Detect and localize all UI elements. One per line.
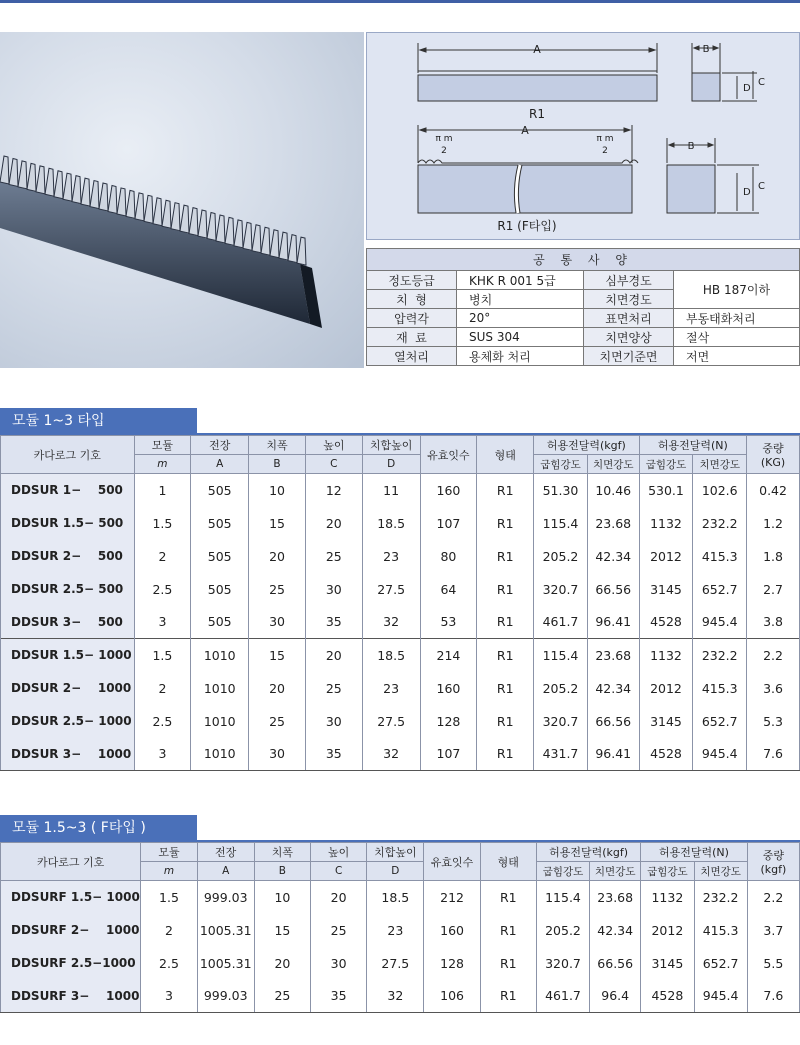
cell-b: 25	[249, 573, 306, 606]
cell-t: R1	[477, 639, 534, 672]
cell-t: R1	[480, 947, 536, 980]
spec-key: 정도등급	[367, 271, 457, 290]
spec-key: 치 형	[367, 290, 457, 309]
cell-c: 35	[305, 606, 362, 639]
header-length: 전장	[197, 843, 254, 862]
section-tab-f-type: 모듈 1.5~3 ( F타입 )	[0, 815, 197, 841]
cell-c: 30	[305, 573, 362, 606]
cell-sn: 652.7	[693, 705, 747, 738]
cell-m: 1.5	[134, 639, 191, 672]
cell-sn: 652.7	[694, 947, 747, 980]
header-teeth: 유효잇수	[420, 436, 477, 474]
catalog-code: DDSUR 2.5− 1000	[1, 705, 135, 738]
cell-a: 505	[191, 540, 249, 573]
cell-sn: 652.7	[693, 573, 747, 606]
cell-b: 15	[249, 639, 306, 672]
spec-value: 병치	[457, 290, 584, 309]
cell-bn: 2012	[641, 914, 694, 947]
cell-sk: 66.56	[587, 705, 639, 738]
cell-z: 212	[424, 881, 480, 914]
header-surface-n: 치면강도	[693, 455, 747, 474]
header-tooth-height: 치합높이	[367, 843, 424, 862]
cell-a: 505	[191, 507, 249, 540]
cell-bk: 205.2	[534, 540, 588, 573]
cell-t: R1	[477, 606, 534, 639]
catalog-code: DDSUR 2− 1000	[1, 672, 135, 705]
header-m: m	[141, 862, 197, 881]
dim-c-label: C	[758, 77, 765, 88]
catalog-code: DDSUR 3− 1000	[1, 738, 135, 771]
cell-d: 18.5	[362, 639, 420, 672]
table-row	[1, 881, 800, 914]
two-right-label: 2	[602, 146, 608, 156]
header-surface-n: 치면강도	[694, 862, 747, 881]
cell-b: 25	[254, 980, 310, 1013]
cell-a: 1010	[191, 705, 249, 738]
cell-w: 3.8	[747, 606, 800, 639]
cell-w: 3.7	[747, 914, 799, 947]
cell-bk: 115.4	[534, 507, 588, 540]
cell-a: 999.03	[197, 980, 254, 1013]
table-row	[1, 738, 800, 771]
cell-m: 2.5	[134, 573, 191, 606]
f-type-table	[0, 842, 800, 1013]
spec-value: 용체화 처리	[457, 347, 584, 366]
table-row	[1, 507, 800, 540]
cell-m: 2.5	[141, 947, 197, 980]
spec-key: 압력각	[367, 309, 457, 328]
section-tab-module-1-3: 모듈 1~3 타입	[0, 408, 197, 434]
spec-key: 표면처리	[584, 309, 674, 328]
cell-m: 2	[134, 540, 191, 573]
cell-a: 1010	[191, 672, 249, 705]
cell-a: 1010	[191, 738, 249, 771]
dim-a-f-label: A	[521, 124, 529, 137]
header-bend-n: 굽힘강도	[639, 455, 693, 474]
cell-b: 20	[249, 540, 306, 573]
cell-bn: 4528	[639, 606, 693, 639]
cell-m: 1	[134, 474, 191, 507]
cell-t: R1	[477, 705, 534, 738]
cell-sn: 102.6	[693, 474, 747, 507]
header-d: D	[362, 455, 420, 474]
cell-bk: 51.30	[534, 474, 588, 507]
cell-a: 1010	[191, 639, 249, 672]
header-allow-kgf: 허용전달력(kgf)	[534, 436, 639, 455]
spec-key: 치면경도	[584, 290, 674, 309]
cell-w: 1.2	[747, 507, 800, 540]
cell-z: 107	[420, 507, 477, 540]
cell-d: 18.5	[362, 507, 420, 540]
cell-d: 23	[367, 914, 424, 947]
header-allow-n: 허용전달력(N)	[641, 843, 747, 862]
cell-w: 1.8	[747, 540, 800, 573]
cell-sk: 23.68	[587, 507, 639, 540]
header-catalog: 카다로그 기호	[1, 843, 141, 881]
cell-t: R1	[477, 474, 534, 507]
cell-sk: 10.46	[587, 474, 639, 507]
cell-c: 30	[311, 947, 367, 980]
cell-c: 20	[305, 639, 362, 672]
cell-c: 25	[305, 540, 362, 573]
dimension-drawing	[366, 32, 800, 240]
caption-r1: R1	[529, 107, 545, 121]
header-module: 모듈	[141, 843, 197, 862]
two-left-label: 2	[441, 146, 447, 156]
cell-sk: 96.41	[587, 738, 639, 771]
cell-t: R1	[480, 914, 536, 947]
catalog-code: DDSUR 3− 500	[1, 606, 135, 639]
common-spec-table	[366, 248, 800, 366]
spec-value: 절삭	[674, 328, 800, 347]
cell-a: 999.03	[197, 881, 254, 914]
cell-z: 106	[424, 980, 480, 1013]
cell-c: 30	[305, 705, 362, 738]
cell-d: 32	[362, 606, 420, 639]
header-height: 높이	[305, 436, 362, 455]
dim-d-label: D	[743, 83, 751, 94]
cell-w: 7.6	[747, 738, 800, 771]
cell-w: 3.6	[747, 672, 800, 705]
cell-z: 128	[424, 947, 480, 980]
cell-bk: 320.7	[534, 573, 588, 606]
gear-rack-illustration	[0, 32, 364, 368]
cell-b: 15	[249, 507, 306, 540]
pi-m-left-label: π m	[435, 134, 453, 144]
header-m: m	[134, 455, 191, 474]
cell-t: R1	[480, 980, 536, 1013]
cell-bk: 115.4	[536, 881, 589, 914]
header-length: 전장	[191, 436, 249, 455]
cell-bk: 205.2	[534, 672, 588, 705]
cell-m: 2.5	[134, 705, 191, 738]
cell-m: 2	[141, 914, 197, 947]
header-bend-kgf: 굽힘강도	[534, 455, 588, 474]
cell-bn: 3145	[639, 573, 693, 606]
cell-bk: 320.7	[536, 947, 589, 980]
catalog-code: DDSURF 2− 1000	[1, 914, 141, 947]
caption-r1f: R1 (F타입)	[497, 219, 557, 233]
top-rule	[0, 0, 800, 3]
dim-d-f-label: D	[743, 187, 751, 198]
header-shape: 형태	[477, 436, 534, 474]
cell-d: 27.5	[362, 573, 420, 606]
spec-value: SUS 304	[457, 328, 584, 347]
header-c: C	[311, 862, 367, 881]
header-surface-kgf: 치면강도	[587, 455, 639, 474]
cell-c: 35	[311, 980, 367, 1013]
header-allow-n: 허용전달력(N)	[639, 436, 747, 455]
cell-w: 0.42	[747, 474, 800, 507]
catalog-code: DDSUR 1.5− 1000	[1, 639, 135, 672]
cell-c: 20	[305, 507, 362, 540]
cell-m: 3	[134, 738, 191, 771]
table-row	[1, 606, 800, 639]
cell-m: 3	[134, 606, 191, 639]
cell-sk: 23.68	[590, 881, 641, 914]
cell-sk: 42.34	[590, 914, 641, 947]
table-row	[1, 573, 800, 606]
cell-sn: 945.4	[694, 980, 747, 1013]
cell-c: 35	[305, 738, 362, 771]
cell-z: 107	[420, 738, 477, 771]
cell-t: R1	[477, 507, 534, 540]
cell-bn: 3145	[639, 705, 693, 738]
cell-d: 32	[367, 980, 424, 1013]
table-row	[1, 474, 800, 507]
cell-sn: 945.4	[693, 606, 747, 639]
cell-b: 10	[249, 474, 306, 507]
cell-sk: 66.56	[590, 947, 641, 980]
cell-bk: 205.2	[536, 914, 589, 947]
catalog-code: DDSUR 2.5− 500	[1, 573, 135, 606]
cell-b: 20	[254, 947, 310, 980]
header-a: A	[197, 862, 254, 881]
catalog-code: DDSURF 2.5−1000	[1, 947, 141, 980]
cell-bk: 115.4	[534, 639, 588, 672]
header-height: 높이	[311, 843, 367, 862]
cell-w: 7.6	[747, 980, 799, 1013]
spec-value: HB 187이하	[674, 271, 800, 309]
header-face-width: 치폭	[249, 436, 306, 455]
cell-a: 505	[191, 474, 249, 507]
cell-z: 53	[420, 606, 477, 639]
cell-w: 2.2	[747, 639, 800, 672]
header-b: B	[249, 455, 306, 474]
catalog-code: DDSURF 1.5− 1000	[1, 881, 141, 914]
header-face-width: 치폭	[254, 843, 310, 862]
catalog-code: DDSURF 3− 1000	[1, 980, 141, 1013]
cell-z: 160	[424, 914, 480, 947]
cell-m: 1.5	[141, 881, 197, 914]
table-row	[1, 980, 800, 1013]
cell-m: 3	[141, 980, 197, 1013]
table-row	[1, 705, 800, 738]
cell-d: 18.5	[367, 881, 424, 914]
header-module: 모듈	[134, 436, 191, 455]
cell-bn: 2012	[639, 672, 693, 705]
cell-sk: 96.41	[587, 606, 639, 639]
cell-bn: 1132	[639, 507, 693, 540]
cell-a: 505	[191, 606, 249, 639]
cell-bn: 1132	[639, 639, 693, 672]
header-tooth-height: 치합높이	[362, 436, 420, 455]
cell-c: 20	[311, 881, 367, 914]
cell-c: 12	[305, 474, 362, 507]
cell-c: 25	[311, 914, 367, 947]
cell-w: 2.7	[747, 573, 800, 606]
table-row	[1, 914, 800, 947]
cell-sk: 42.34	[587, 540, 639, 573]
cell-sn: 232.2	[693, 639, 747, 672]
header-a: A	[191, 455, 249, 474]
dim-b-f-label: B	[687, 141, 695, 152]
cell-bk: 461.7	[536, 980, 589, 1013]
cell-bn: 4528	[641, 980, 694, 1013]
spec-value: KHK R 001 5급	[457, 271, 584, 290]
header-teeth: 유효잇수	[424, 843, 480, 881]
dim-c-f-label: C	[758, 181, 765, 192]
cell-z: 160	[420, 672, 477, 705]
dim-b-label: B	[702, 44, 710, 55]
cell-a: 1005.31	[197, 947, 254, 980]
cell-d: 23	[362, 672, 420, 705]
spec-title: 공 통 사 양	[367, 249, 800, 271]
cell-sk: 66.56	[587, 573, 639, 606]
cell-sn: 415.3	[693, 540, 747, 573]
cell-b: 30	[249, 738, 306, 771]
cell-sk: 42.34	[587, 672, 639, 705]
pi-m-right-label: π m	[596, 134, 614, 144]
cell-bn: 2012	[639, 540, 693, 573]
spec-key: 재 료	[367, 328, 457, 347]
cell-bk: 320.7	[534, 705, 588, 738]
cell-t: R1	[477, 672, 534, 705]
catalog-code: DDSUR 1− 500	[1, 474, 135, 507]
header-b: B	[254, 862, 310, 881]
spec-key: 열처리	[367, 347, 457, 366]
header-c: C	[305, 455, 362, 474]
spec-value: 20°	[457, 309, 584, 328]
cell-t: R1	[480, 881, 536, 914]
cell-w: 2.2	[747, 881, 799, 914]
cell-bk: 461.7	[534, 606, 588, 639]
cell-sn: 232.2	[693, 507, 747, 540]
cell-d: 32	[362, 738, 420, 771]
cell-t: R1	[477, 573, 534, 606]
cell-a: 1005.31	[197, 914, 254, 947]
cell-d: 23	[362, 540, 420, 573]
cell-z: 214	[420, 639, 477, 672]
cell-m: 2	[134, 672, 191, 705]
table-row	[1, 639, 800, 672]
header-d: D	[367, 862, 424, 881]
cell-w: 5.3	[747, 705, 800, 738]
header-shape: 형태	[480, 843, 536, 881]
cell-z: 80	[420, 540, 477, 573]
cell-b: 20	[249, 672, 306, 705]
cell-m: 1.5	[134, 507, 191, 540]
spec-value: 저면	[674, 347, 800, 366]
header-bend-kgf: 굽힘강도	[536, 862, 589, 881]
cell-z: 128	[420, 705, 477, 738]
catalog-code: DDSUR 1.5− 500	[1, 507, 135, 540]
table-row	[1, 672, 800, 705]
table-row	[1, 540, 800, 573]
module-1-3-table	[0, 435, 800, 771]
header-bend-n: 굽힘강도	[641, 862, 694, 881]
cell-c: 25	[305, 672, 362, 705]
cell-b: 25	[249, 705, 306, 738]
spec-value: 부동태화처리	[674, 309, 800, 328]
cell-d: 27.5	[367, 947, 424, 980]
header-catalog: 카다로그 기호	[1, 436, 135, 474]
cell-t: R1	[477, 738, 534, 771]
cell-d: 11	[362, 474, 420, 507]
spec-key: 치면기준면	[584, 347, 674, 366]
header-allow-kgf: 허용전달력(kgf)	[536, 843, 640, 862]
cell-sn: 945.4	[693, 738, 747, 771]
catalog-code: DDSUR 2− 500	[1, 540, 135, 573]
header-weight: 중량 (kgf)	[747, 843, 799, 881]
cell-bn: 4528	[639, 738, 693, 771]
cell-bk: 431.7	[534, 738, 588, 771]
cell-z: 64	[420, 573, 477, 606]
cell-b: 30	[249, 606, 306, 639]
cell-b: 15	[254, 914, 310, 947]
cell-sn: 232.2	[694, 881, 747, 914]
cell-sn: 415.3	[694, 914, 747, 947]
cell-bn: 3145	[641, 947, 694, 980]
product-photo	[0, 32, 364, 368]
table-row	[1, 947, 800, 980]
cell-sk: 23.68	[587, 639, 639, 672]
cell-d: 27.5	[362, 705, 420, 738]
cell-w: 5.5	[747, 947, 799, 980]
cell-a: 505	[191, 573, 249, 606]
cell-sn: 415.3	[693, 672, 747, 705]
spec-key: 심부경도	[584, 271, 674, 290]
cell-bn: 530.1	[639, 474, 693, 507]
cell-z: 160	[420, 474, 477, 507]
header-surface-kgf: 치면강도	[590, 862, 641, 881]
header-weight: 중량 (KG)	[747, 436, 800, 474]
dim-a-label: A	[533, 43, 541, 56]
spec-key: 치면양상	[584, 328, 674, 347]
cell-sk: 96.4	[590, 980, 641, 1013]
cell-bn: 1132	[641, 881, 694, 914]
cell-b: 10	[254, 881, 310, 914]
cell-t: R1	[477, 540, 534, 573]
